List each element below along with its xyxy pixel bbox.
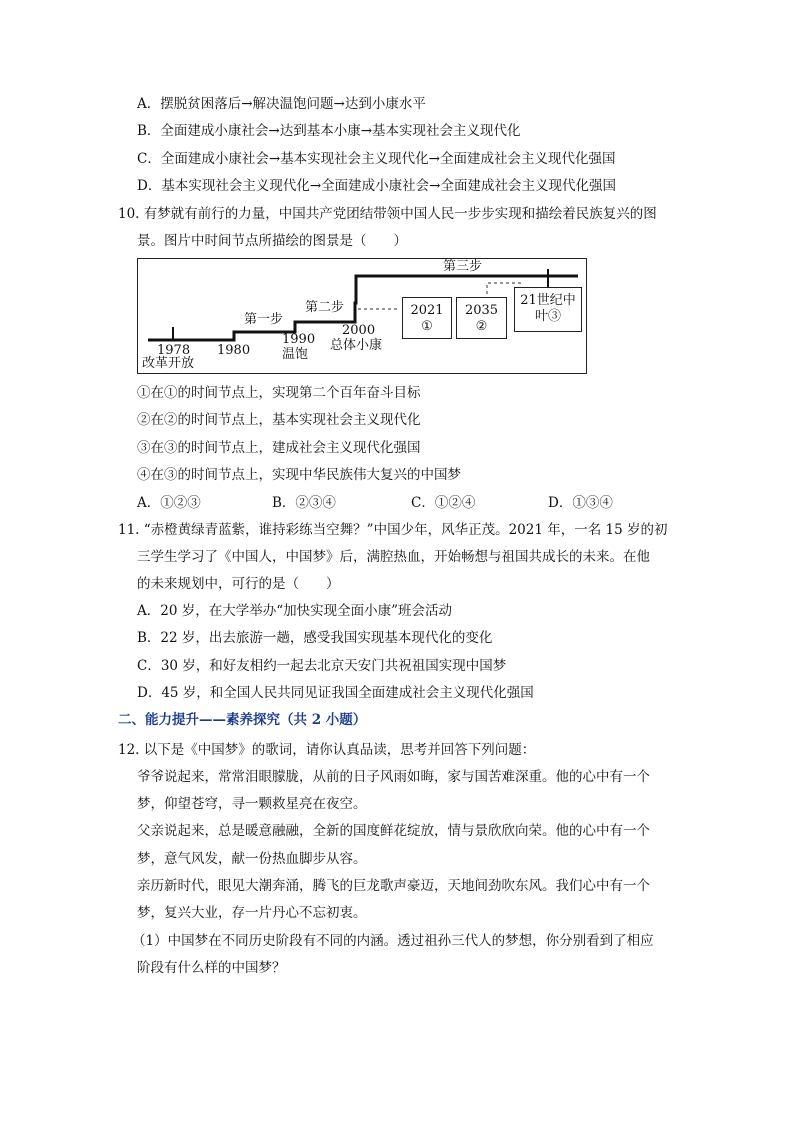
step1-label: 第一步 [244,312,284,327]
node-box-2035 [456,297,507,339]
node-2021-year: 2021 [410,303,444,318]
year-1990: 1990 [282,332,316,347]
q12-lyric-1: 爷爷说起来，常常泪眼朦胧，从前的日子风雨如晦，家与国苦难深重。他的心中有一个 [137,769,650,785]
q12-lyric-4: 梦，意气风发，献一份热血脚步从容。 [137,851,367,867]
q12-lyric-3: 父亲说起来，总是暖意融融，全新的国度鲜花绽放，情与景欣欣向荣。他的心中有一个 [137,823,650,839]
q11-stem-line1: 11. “赤橙黄绿青蓝紫，谁持彩练当空舞？”中国少年，风华正茂。2021 年，一名 15 岁的初 [118,522,668,538]
year-1978: 1978 [157,343,191,358]
node-box-mid-21st-century [514,287,582,332]
q11-option-c: C．30 岁，和好友相约一起去北京天安门共祝祖国实现中国梦 [137,658,507,674]
year-2000-caption: 总体小康 [330,338,383,353]
q12-sub1-line2: 阶段有什么样的中国梦？ [137,960,286,976]
node-21c-line1: 21世纪中 [520,293,576,308]
q10-option-d: D．①③④ [548,495,613,511]
q10-option-c: C．①②④ [411,495,476,511]
node-box-2021 [402,297,452,339]
year-1980: 1980 [217,343,251,358]
step2-label: 第二步 [305,300,345,315]
q11-stem-line3: 的未来规划中，可行的是（ ） [137,576,340,592]
node-21c-line2: 叶③ [534,309,561,324]
q10-stem-line2: 景。图片中时间节点所描绘的图景是（ ） [137,233,407,249]
node-2021-mark: ① [421,319,433,334]
q9-option-c: C．全面建成小康社会→基本实现社会主义现代化→全面建成社会主义现代化强国 [137,151,616,167]
year-1978-caption: 改革开放 [142,356,195,371]
q10-statement-3: ③在③的时间节点上，建成社会主义现代化强国 [137,440,421,456]
q10-option-a: A．①②③ [137,495,201,511]
q12-lyric-2: 梦，仰望苍穹，寻一颗救星亮在夜空。 [137,796,367,812]
q9-option-b: B．全面建成小康社会→达到基本小康→基本实现社会主义现代化 [137,123,521,139]
node-2035-mark: ② [475,319,488,334]
year-2000: 2000 [342,323,376,338]
q11-stem-line2: 三学生学习了《中国人，中国梦》后，满腔热血，开始畅想与祖国共成长的未来。在他 [137,549,650,565]
step3-label: 第三步 [443,259,483,274]
section-heading: 二、能力提升——素养探究（共 2 小题） [118,712,367,728]
q10-statement-4: ④在③的时间节点上，实现中华民族伟大复兴的中国梦 [137,467,461,483]
q12-sub1-line1: （1）中国梦在不同历史阶段有不同的内涵。透过祖孙三代人的梦想，你分别看到了相应 [132,933,654,949]
q12-intro: 12. 以下是《中国梦》的歌词，请你认真品读，思考并回答下列问题： [118,742,536,758]
timeline-diagram [137,258,587,374]
q10-statement-1: ①在①的时间节点上，实现第二个百年奋斗目标 [137,385,421,401]
q11-option-a: A．20 岁，在大学举办“加快实现全面小康”班会活动 [137,603,453,619]
q11-option-b: B．22 岁，出去旅游一趟，感受我国实现基本现代化的变化 [137,630,493,646]
q12-lyric-5: 亲历新时代，眼见大潮奔涌，腾飞的巨龙歌声豪迈，天地间劲吹东风。我们心中有一个 [137,878,650,894]
q10-statement-2: ②在②的时间节点上，基本实现社会主义现代化 [137,412,421,428]
year-1990-caption: 温饱 [282,347,309,362]
node-2035-year: 2035 [464,303,499,318]
q9-option-a: A．摆脱贫困落后→解决温饱问题→达到小康水平 [137,96,426,112]
q12-lyric-6: 梦，复兴大业，存一片丹心不忘初衷。 [137,905,367,921]
q11-option-d: D．45 岁，和全国人民共同见证我国全面建成社会主义现代化强国 [137,685,534,701]
q10-option-b: B．②③④ [272,495,336,511]
q10-stem-line1: 10. 有梦就有前行的力量，中国共产党团结带领中国人民一步步实现和描绘着民族复兴的图 [118,206,657,222]
q9-option-d: D．基本实现社会主义现代化→全面建成小康社会→全面建成社会主义现代化强国 [137,178,616,194]
